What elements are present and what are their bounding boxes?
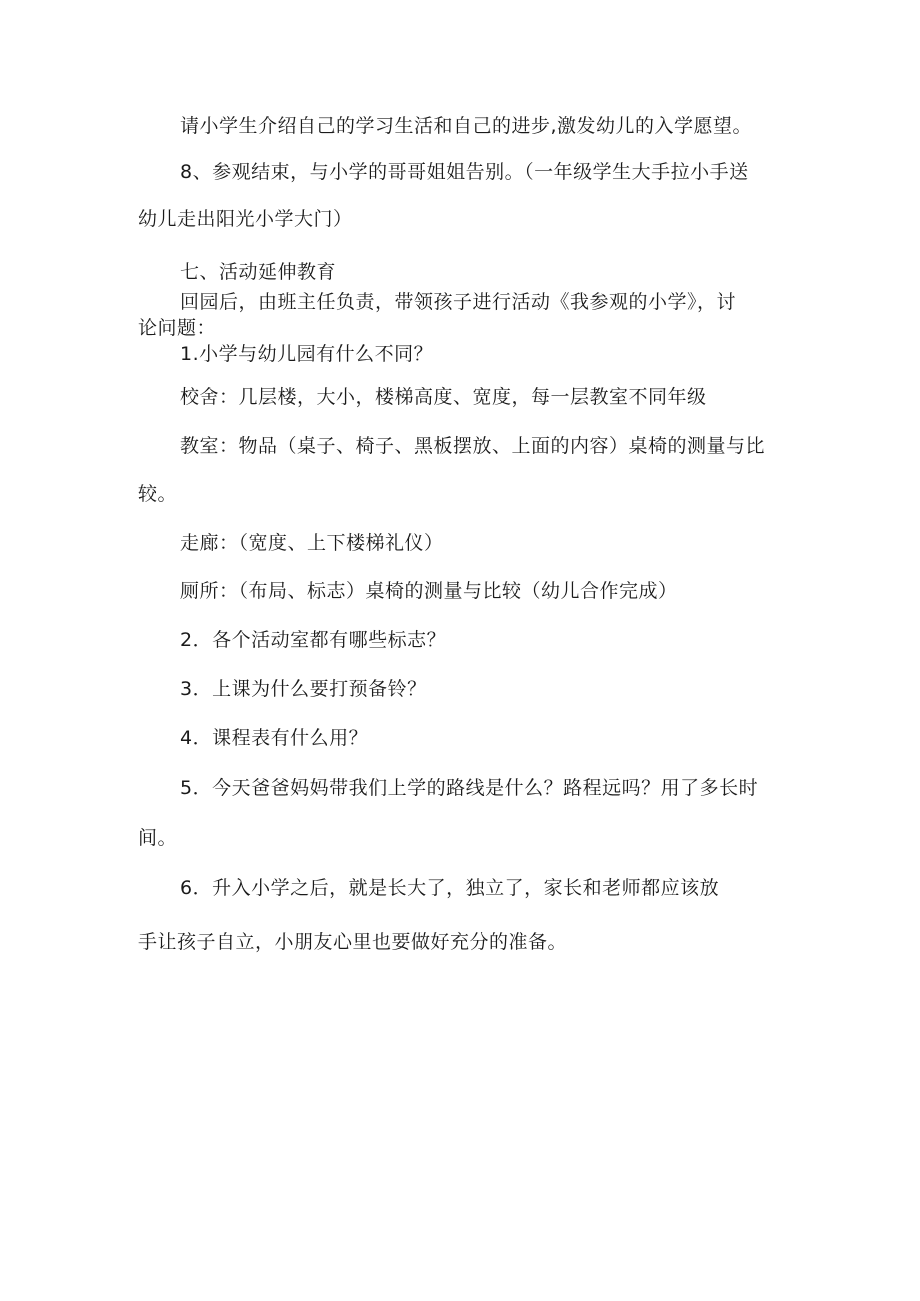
paragraph-line: 走廊：（宽度、上下楼梯礼仪） bbox=[180, 532, 444, 554]
question-item: 5．今天爸爸妈妈带我们上学的路线是什么？路程远吗？用了多长时 bbox=[180, 777, 759, 799]
paragraph-line: 幼儿走出阳光小学大门） bbox=[138, 208, 353, 230]
paragraph-line: 间。 bbox=[138, 827, 178, 849]
paragraph-line: 请小学生介绍自己的学习生活和自己的进步,激发幼儿的入学愿望。 bbox=[180, 115, 753, 137]
section-heading: 七、活动延伸教育 bbox=[180, 261, 337, 283]
paragraph-line: 校舍：几层楼，大小，楼梯高度、宽度，每一层教室不同年级 bbox=[180, 386, 707, 408]
paragraph-line: 论问题： bbox=[138, 317, 217, 339]
paragraph-line: 8、参观结束，与小学的哥哥姐姐告别。（一年级学生大手拉小手送 bbox=[180, 161, 749, 183]
paragraph-line: 教室：物品（桌子、椅子、黑板摆放、上面的内容）桌椅的测量与比 bbox=[180, 435, 766, 457]
question-item: 3．上课为什么要打预备铃？ bbox=[180, 678, 427, 700]
paragraph-line: 手让孩子自立，小朋友心里也要做好充分的准备。 bbox=[138, 931, 568, 953]
question-item: 2．各个活动室都有哪些标志？ bbox=[180, 629, 447, 651]
question-item: 6．升入小学之后，就是长大了，独立了，家长和老师都应该放 bbox=[180, 877, 720, 899]
question-item: 1.小学与幼儿园有什么不同？ bbox=[180, 343, 434, 365]
question-item: 4．课程表有什么用？ bbox=[180, 727, 369, 749]
paragraph-line: 较。 bbox=[138, 483, 178, 505]
paragraph-line: 厕所：（布局、标志）桌椅的测量与比较（幼儿合作完成） bbox=[180, 580, 678, 602]
paragraph-line: 回园后，由班主任负责，带领孩子进行活动《我参观的小学》，讨 bbox=[180, 291, 737, 313]
